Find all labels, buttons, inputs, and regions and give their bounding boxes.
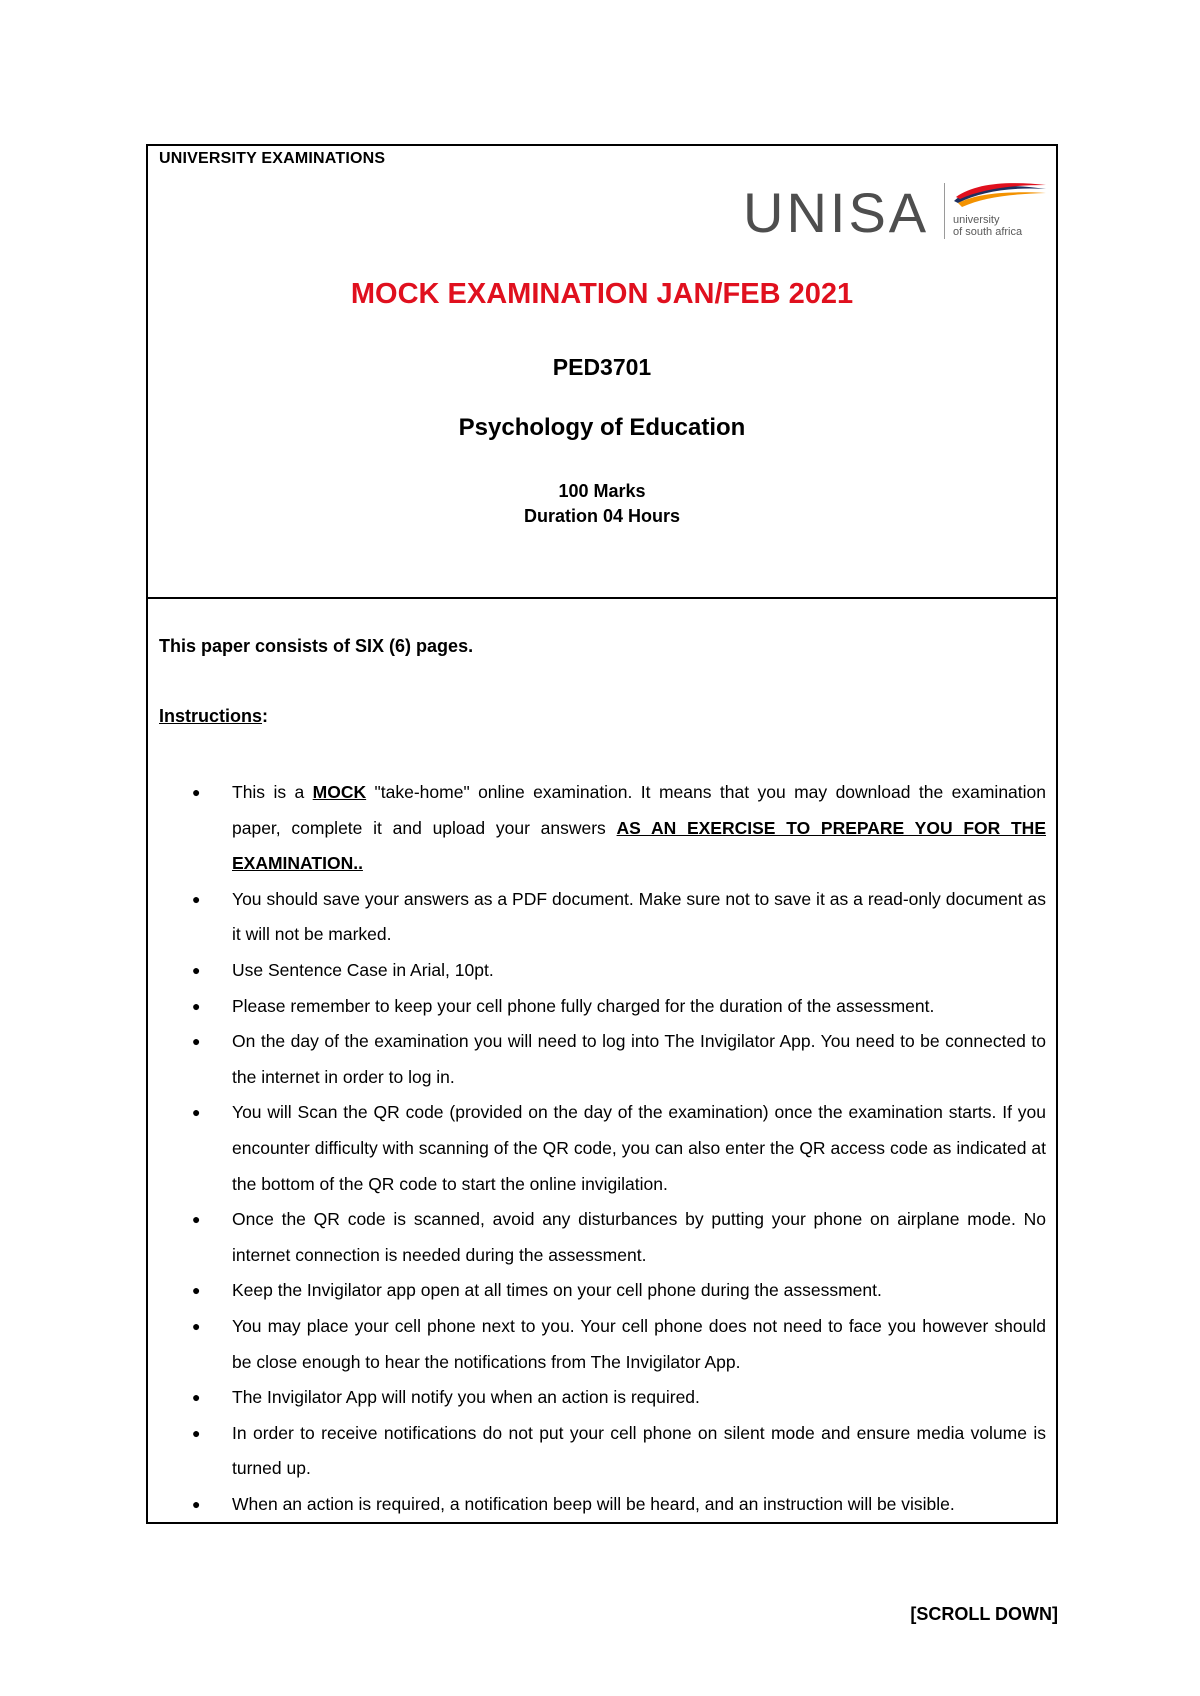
university-examinations-label: UNIVERSITY EXAMINATIONS: [159, 150, 386, 167]
bullet-icon: ●: [192, 784, 201, 800]
unisa-logo: [743, 181, 1043, 257]
bullet-icon: ●: [192, 1282, 201, 1299]
list-item: ● On the day of the examination you will need to log into The Invigilator App. You need to be connected to the internet in order to log in.: [148, 1024, 1056, 1095]
bullet-icon: ●: [192, 1317, 201, 1334]
list-item: ● Please remember to keep your cell phone fully charged for the duration of the assessment.: [148, 989, 1056, 1025]
bullet-icon: ●: [192, 1211, 201, 1228]
bullet-icon: ●: [192, 1424, 201, 1441]
bullet-icon: ●: [192, 1033, 201, 1050]
list-item: ● You should save your answers as a PDF document. Make sure not to save it as a read-only document as it will not be marked.: [148, 882, 1056, 953]
logo-swoosh-icon: [952, 181, 1048, 211]
bullet-icon: ●: [192, 997, 201, 1014]
exam-frame: [146, 144, 1058, 1524]
bullet-icon: ●: [192, 890, 201, 907]
bullet-icon: ●: [192, 1104, 201, 1121]
bullet-icon: ●: [192, 961, 201, 978]
course-code: PED3701: [552, 354, 652, 380]
list-item: ● Use Sentence Case in Arial, 10pt.: [148, 953, 1056, 989]
course-name: Psychology of Education: [458, 414, 746, 441]
list-item: ● You will Scan the QR code (provided on the day of the examination) once the examination starts. If you encounter difficulty with scanning of the QR code, you can also enter the QR access code as indicated at the bottom of the QR code to start the online invigilation.: [148, 1095, 1056, 1202]
page-count-note: This paper consists of SIX (6) pages.: [159, 636, 474, 656]
scroll-down-label: [SCROLL DOWN]: [910, 1604, 1058, 1624]
exam-title: MOCK EXAMINATION JAN/FEB 2021: [350, 278, 854, 310]
total-marks: 100 Marks: [558, 481, 646, 501]
exam-duration: Duration 04 Hours: [523, 506, 681, 526]
instructions-heading: [159, 706, 268, 727]
logo-tagline: university of south africa: [953, 214, 1023, 238]
instructions-heading-colon: :: [262, 706, 269, 726]
list-item: ● Keep the Invigilator app open at all times on your cell phone during the assessment.: [148, 1273, 1056, 1309]
instructions-list: [148, 775, 1056, 1522]
list-item: ● When an action is required, a notification beep will be heard, and an instruction will be visible.: [148, 1487, 1056, 1523]
cover-section: [148, 146, 1056, 599]
logo-divider: [944, 183, 945, 239]
bullet-icon: ●: [192, 1389, 201, 1406]
list-item: ● The Invigilator App will notify you when an action is required.: [148, 1380, 1056, 1416]
list-item: ● This is a MOCK "take-home" online examination. It means that you may download the examination paper, complete it and upload your answers AS AN EXERCISE TO PREPARE YOU FOR THE EXAMINATION..: [148, 775, 1056, 882]
instructions-heading-text: Instructions: [159, 706, 263, 726]
list-item: ● In order to receive notifications do not put your cell phone on silent mode and ensure media volume is turned up.: [148, 1416, 1056, 1487]
bullet-icon: ●: [192, 1495, 201, 1512]
logo-wordmark: UNISA: [743, 181, 930, 244]
list-item: ● You may place your cell phone next to you. Your cell phone does not need to face you however should be close enough to hear the notifications from The Invigilator App.: [148, 1309, 1056, 1380]
list-item: ● Once the QR code is scanned, avoid any disturbances by putting your phone on airplane mode. No internet connection is needed during the assessment.: [148, 1202, 1056, 1273]
